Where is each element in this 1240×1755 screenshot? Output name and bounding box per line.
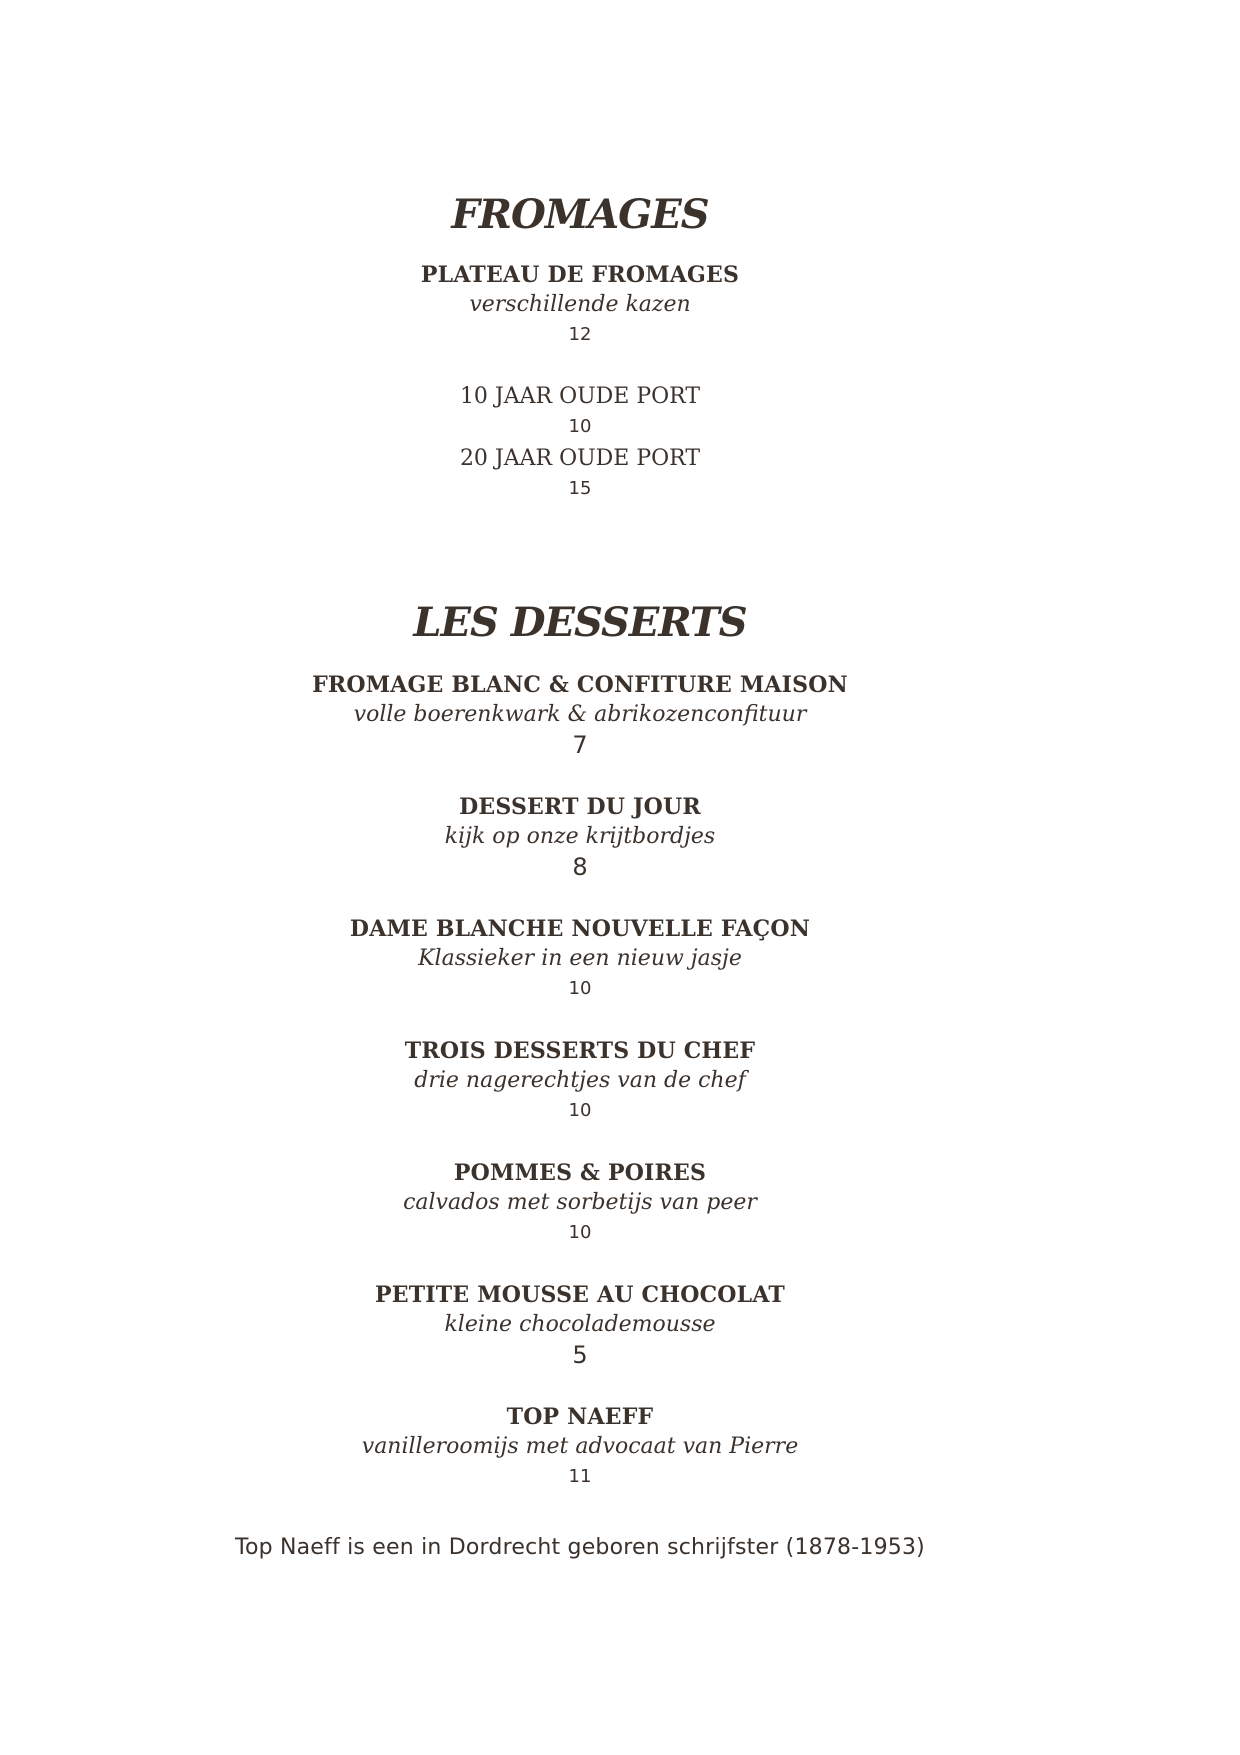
item-price: 10 <box>568 978 592 999</box>
item-description: verschillende kazen <box>469 292 691 317</box>
menu-item-mousse-chocolat <box>0 1280 1160 1370</box>
item-price: 10 <box>568 1100 592 1121</box>
item-description: Klassieker in een nieuw jasje <box>418 946 742 971</box>
item-description: calvados met sorbetijs van peer <box>403 1190 757 1215</box>
item-price: 8 <box>572 853 588 881</box>
item-name: 20 JAAR OUDE PORT <box>459 446 701 471</box>
menu-item-dame-blanche <box>0 914 1160 1004</box>
desserts-title: LES DESSERTS <box>413 599 747 646</box>
item-name: PETITE MOUSSE AU CHOCOLAT <box>375 1282 785 1308</box>
item-description: vanilleroomijs met advocaat van Pierre <box>361 1434 799 1459</box>
item-price: 12 <box>568 324 592 345</box>
item-description: volle boerenkwark & abrikozenconfituur <box>353 702 807 727</box>
item-name: DAME BLANCHE NOUVELLE FAÇON <box>349 916 811 942</box>
item-price: 10 <box>568 1222 592 1243</box>
footnote: Top Naeff is een in Dordrecht geboren schrijfster (1878-1953) <box>235 1535 925 1560</box>
item-price: 5 <box>572 1341 588 1369</box>
fromages-section <box>0 190 1160 504</box>
fromages-title: FROMAGES <box>451 191 709 238</box>
item-name: FROMAGE BLANC & CONFITURE MAISON <box>312 672 848 698</box>
menu-item-pommes-poires <box>0 1158 1160 1248</box>
menu-item-port-10 <box>0 382 1160 442</box>
item-description: kleine chocolademousse <box>444 1312 716 1337</box>
menu-item-top-naeff <box>0 1402 1160 1492</box>
item-name: TOP NAEFF <box>506 1404 654 1430</box>
menu-item-trois-desserts <box>0 1036 1160 1126</box>
item-description: drie nagerechtjes van de chef <box>414 1068 746 1093</box>
item-name: PLATEAU DE FROMAGES <box>420 262 740 288</box>
item-name: 10 JAAR OUDE PORT <box>459 384 701 409</box>
item-name: TROIS DESSERTS DU CHEF <box>404 1038 756 1064</box>
item-description: kijk op onze krijtbordjes <box>444 824 716 849</box>
item-price: 15 <box>568 478 592 499</box>
menu-item-fromage-blanc <box>0 670 1160 760</box>
desserts-section <box>0 598 1160 1492</box>
item-price: 11 <box>568 1466 592 1487</box>
item-name: POMMES & POIRES <box>453 1160 707 1186</box>
item-price: 7 <box>572 731 588 759</box>
item-price: 10 <box>568 416 592 437</box>
menu-item-dessert-du-jour <box>0 792 1160 882</box>
item-name: DESSERT DU JOUR <box>459 794 701 820</box>
menu-item-plateau <box>0 260 1160 350</box>
menu-item-port-20 <box>0 444 1160 504</box>
